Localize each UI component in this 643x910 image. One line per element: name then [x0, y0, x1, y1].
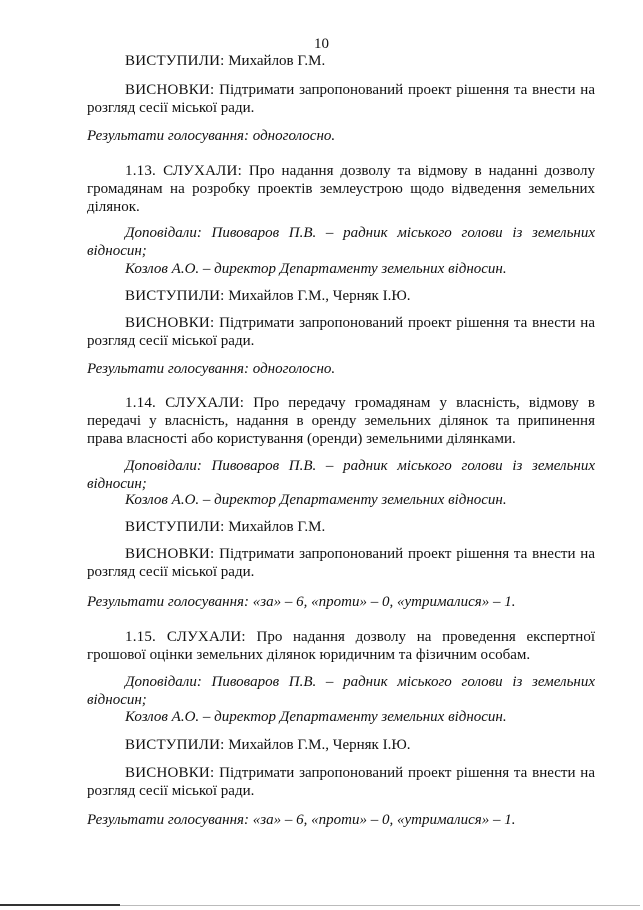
heard-paragraph-1-15 [87, 628, 595, 664]
spoke-label: ВИСТУПИЛИ: [125, 737, 225, 753]
heard-label: 1.13. СЛУХАЛИ: [125, 163, 242, 179]
reporter-2: Козлов А.О. – директор Департаменту земельних відносин. [125, 261, 507, 277]
spoke-paragraph [87, 736, 595, 754]
heard-label: 1.15. СЛУХАЛИ: [125, 629, 246, 645]
conclusions-text: Підтримати запропонований проект рішення та внести на розгляд сесії міської ради. [87, 546, 595, 580]
conclusions-paragraph [87, 764, 595, 800]
heard-paragraph-1-13 [87, 162, 595, 216]
conclusions-text: Підтримати запропонований проект рішення та внести на розгляд сесії міської ради. [87, 315, 595, 349]
spoke-text: Михайлов Г.М., Черняк І.Ю. [224, 288, 411, 304]
heard-text: Про надання дозволу на проведення експертної грошової оцінки земельних ділянок юридичним та фізичним особам. [87, 629, 595, 663]
reporters-paragraph: Доповідали: Пивоваров П.В. – радник міського голови із земельних відносин; [87, 225, 595, 259]
heard-text: Про передачу громадянам у власність, відмову в передачі у власність, надання в оренду земельних ділянок та припинення права власності або користування (оренди) земельними ділянками. [87, 395, 595, 447]
voting-results: Результати голосування: «за» – 6, «проти» – 0, «утрималися» – 1. [87, 594, 516, 610]
scan-edge-line [120, 905, 640, 906]
conclusions-paragraph [87, 81, 595, 117]
voting-results: Результати голосування: одноголосно. [87, 128, 336, 144]
voting-results: Результати голосування: «за» – 6, «проти» – 0, «утрималися» – 1. [87, 812, 516, 828]
page-number: 10 [314, 36, 329, 52]
heard-label: 1.14. СЛУХАЛИ: [125, 395, 245, 411]
conclusions-paragraph [87, 545, 595, 581]
conclusions-text: Підтримати запропонований проект рішення та внести на розгляд сесії міської ради. [87, 82, 595, 116]
voting-results: Результати голосування: одноголосно. [87, 361, 336, 377]
spoke-text: Михайлов Г.М. [224, 53, 326, 69]
reporters-paragraph: Доповідали: Пивоваров П.В. – радник міського голови із земельних відносин; [87, 674, 595, 708]
reporter-2: Козлов А.О. – директор Департаменту земельних відносин. [125, 709, 507, 725]
conclusions-text: Підтримати запропонований проект рішення та внести на розгляд сесії міської ради. [87, 765, 595, 799]
conclusions-label: ВИСНОВКИ: [125, 546, 215, 562]
spoke-text: Михайлов Г.М. [224, 519, 326, 535]
spoke-label: ВИСТУПИЛИ: [125, 288, 225, 304]
heard-paragraph-1-14 [87, 394, 595, 448]
conclusions-label: ВИСНОВКИ: [125, 765, 215, 781]
spoke-label: ВИСТУПИЛИ: [125, 53, 225, 69]
spoke-label: ВИСТУПИЛИ: [125, 519, 225, 535]
spoke-paragraph [87, 52, 595, 70]
spoke-paragraph [87, 287, 595, 305]
conclusions-paragraph [87, 314, 595, 350]
reporters-paragraph: Доповідали: Пивоваров П.В. – радник міського голови із земельних відносин; [87, 458, 595, 492]
spoke-text: Михайлов Г.М., Черняк І.Ю. [224, 737, 411, 753]
reporter-2: Козлов А.О. – директор Департаменту земельних відносин. [125, 492, 507, 508]
scan-edge-rule [0, 904, 120, 906]
conclusions-label: ВИСНОВКИ: [125, 82, 215, 98]
conclusions-label: ВИСНОВКИ: [125, 315, 215, 331]
heard-text: Про надання дозволу та відмову в наданні дозволу громадянам на розробку проектів землеустрою щодо відведення земельних ділянок. [87, 163, 595, 215]
spoke-paragraph [87, 518, 595, 536]
